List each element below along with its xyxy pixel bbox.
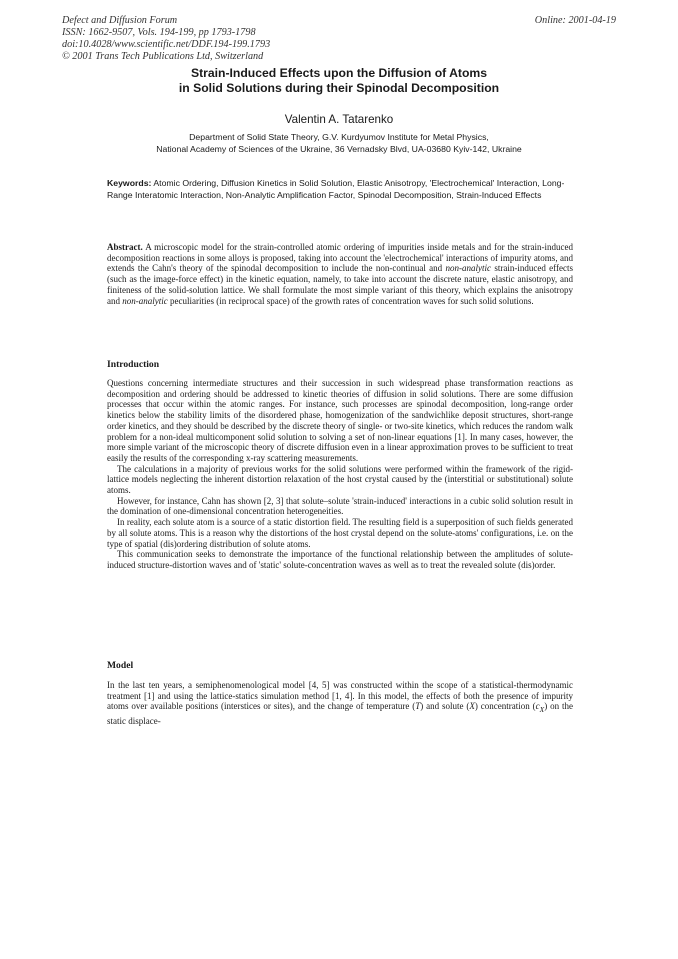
abstract-label: Abstract. (107, 242, 143, 252)
affiliation-line-1: Department of Solid State Theory, G.V. Kurdyumov Institute for Metal Physics, (189, 132, 489, 142)
abstract-text-1: A microscopic model for the strain-controlled atomic ordering of impurities inside metals and for the strain-induced decomposition reactions in some alloys is proposed, taking into account the 'electrochemical' interactions of impurity atoms, and extends the Cahn's theory of the spinodal decomposition to include the non-continual and (107, 242, 573, 274)
intro-paragraph-1: Questions concerning intermediate structures and their succession in such widespread phase transformation reactions as decomposition and ordering should be addressed to kinetic theories of diffusion in solid solutions. There are some diffusion processes that occur within the atomic ranges. For instance, such processes are spinodal decomposition, long-range order kinetics below the stability limits of the disordered phase, homogenization of the sandwichlike deposit structures, short-range order kinetics, and they should be described by the discrete theory of single- or two-site kinetics, which reduces the random walk problem for a non-ideal multicomponent solid solution to solving a set of non-linear equations [1]. In many cases, however, the more simple variant of the microscopic theory of discrete diffusion even in a linear approximation proves to be sufficient to treat easily the results of the corresponding x-ray scattering measurements. (107, 378, 573, 463)
abstract-text-3: peculiarities (in reciprocal space) of the growth rates of concentration waves for such solid solutions. (167, 295, 534, 306)
title-line-2: in Solid Solutions during their Spinodal Decomposition (178, 80, 500, 95)
issn-line: ISSN: 1662-9507, Vols. 194-199, pp 1793-1798 (62, 27, 256, 38)
paper-title (80, 66, 598, 95)
keywords (107, 178, 577, 201)
model-text-3: ) concentration ( (474, 701, 536, 712)
model-text-4: ) on the static displace- (107, 701, 573, 726)
abstract (107, 242, 573, 306)
introduction-heading: Introduction (107, 359, 160, 370)
symbol-T: T (415, 701, 421, 712)
model-text-1: In the last ten years, a semiphenomenological model [4, 5] was constructed within the scope of a statistical-thermodynamic treatment [1] and using the lattice-statics simulation method [1, 4]. In this model, the effects of both the presence of impurity atoms over available positions (interstices or sites), and the change of temperature ( (107, 680, 573, 712)
journal-header (62, 15, 582, 63)
model-body (107, 680, 573, 727)
symbol-X: X (469, 701, 475, 712)
affiliation (50, 131, 628, 155)
intro-paragraph-4: In reality, each solute atom is a source of a static distortion field. The resulting field is a superposition of such fields generated by all solute atoms. This is a reason why the distortions of the host crystal depend on the solute-atoms' configurations, i.e. on the type of spatial (dis)ordering distribution of solute atoms. (107, 517, 573, 549)
doi-line: doi:10.4028/www.scientific.net/DDF.194-199.1793 (62, 39, 271, 50)
online-date: Online: 2001-04-19 (534, 15, 616, 26)
introduction-body (107, 378, 573, 571)
keywords-label: Keywords: (107, 178, 152, 188)
keywords-text: Atomic Ordering, Diffusion Kinetics in Solid Solution, Elastic Anisotropy, 'Electrochemical' Interaction, Long-Range Interatomic Interaction, Non-Analytic Amplification Factor, Spinodal Decomposition, Strain-Induced Effects (107, 178, 565, 200)
intro-paragraph-5: This communication seeks to demonstrate the importance of the functional relationship between the amplitudes of solute-induced structure-distortion waves and of 'static' solute-concentration waves as well as to treat the revealed solute (dis)order. (107, 549, 573, 570)
symbol-c-subscript: X (539, 705, 545, 715)
abstract-emphasis-2: non-analytic (122, 295, 168, 306)
affiliation-line-2: National Academy of Sciences of the Ukraine, 36 Vernadsky Blvd, UA-03680 Kyiv-142, Ukraine (156, 144, 522, 154)
symbol-c: c (535, 701, 540, 712)
intro-paragraph-2: The calculations in a majority of previous works for the solid solutions were performed within the framework of the rigid-lattice models neglecting the inherent distortion relaxation of the host crystal caused by the (interstitial or substitutional) solute atoms. (107, 463, 573, 496)
journal-name: Defect and Diffusion Forum (62, 15, 178, 26)
copyright-line: © 2001 Trans Tech Publications Ltd, Switzerland (62, 51, 264, 62)
abstract-text-2: strain-induced effects (such as the image-force effect) in the kinetic equation, namely, to take into account the discrete nature, elastic anisotropy, and finiteness of the solid-solution lattice. We shall formulate the most simple variant of this theory, which explains the anisotropy and (107, 263, 573, 306)
model-text-2: ) and solute ( (420, 701, 470, 712)
intro-paragraph-3: However, for instance, Cahn has shown [2, 3] that solute–solute 'strain-induced' interactions in a cubic solid solution result in the domination of one-dimensional concentration heterogeneities. (107, 495, 573, 517)
model-paragraph-1 (107, 680, 573, 727)
author-name: Valentin A. Tatarenko (284, 113, 394, 126)
title-line-1: Strain-Induced Effects upon the Diffusion of Atoms (190, 66, 488, 80)
model-heading: Model (107, 660, 134, 671)
abstract-emphasis-1: non-analytic (445, 263, 491, 274)
